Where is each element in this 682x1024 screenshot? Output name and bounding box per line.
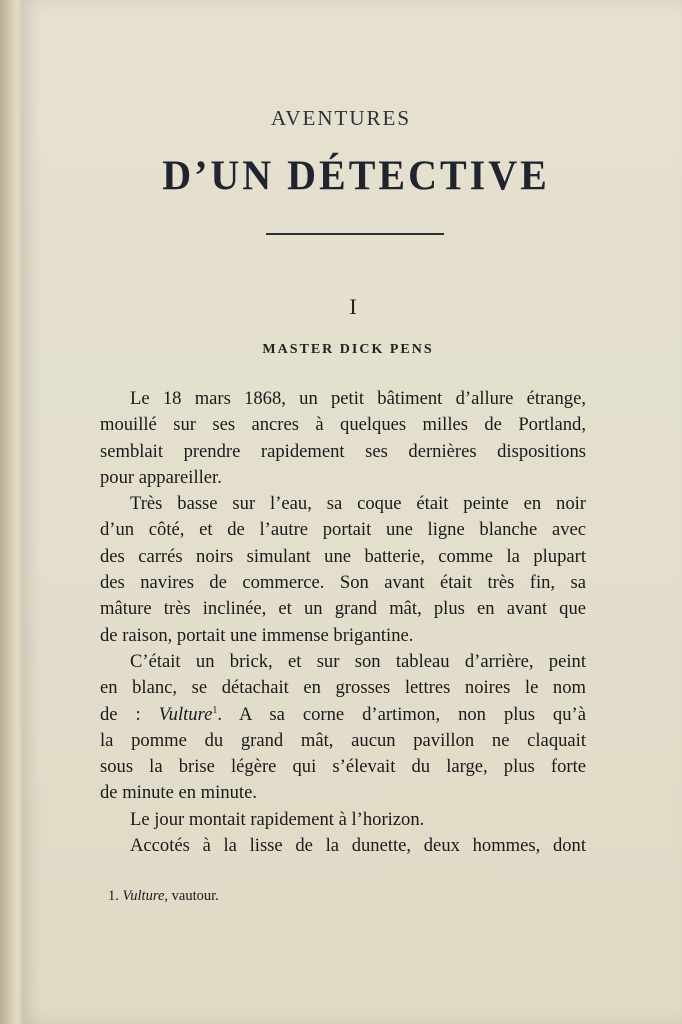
text-line: en blanc, se détachait en grosses lettres noires le nom — [100, 677, 586, 699]
text-line: Accotés à la lisse de la dunette, deux hommes, dont — [130, 835, 586, 857]
footnote-number: 1. — [108, 888, 119, 904]
text-line: mouillé sur ses ancres à quelques milles de Portland, — [100, 414, 586, 436]
text-line: Le jour montait rapidement à l’horizon. — [130, 808, 425, 830]
text-line: C’était un brick, et sur son tableau d’arrière, peint — [130, 650, 586, 672]
note-reference: 1 — [212, 704, 218, 716]
footnote — [108, 888, 219, 905]
text-line: pour appareiller. — [100, 466, 222, 488]
text-line: des navires de commerce. Son avant était très fin, sa — [100, 572, 586, 594]
chapter-number: I — [349, 294, 357, 319]
text-line-with-note — [100, 702, 586, 728]
text-line: Le 18 mars 1868, un petit bâtiment d’allure étrange, — [130, 388, 586, 409]
text-line: de raison, portait une immense brigantine. — [100, 624, 414, 646]
text-line: de minute en minute. — [100, 782, 257, 804]
text-line: d’un côté, et de l’autre portait une ligne blanche avec — [100, 519, 586, 541]
text-line: Très basse sur l’eau, sa coque était peinte en noir — [130, 493, 586, 515]
text-line: sous la brise légère qui s’élevait du large, plus forte — [100, 756, 586, 778]
text-line: la pomme du grand mât, aucun pavillon ne claquait — [100, 729, 586, 751]
chapter-title: MASTER DICK PENS — [262, 342, 434, 357]
text-line: semblait prendre rapidement ses dernières dispositions — [100, 440, 586, 462]
italic-term: Vulture — [158, 703, 213, 725]
supertitle: AVENTURES — [270, 106, 412, 130]
book-title: D’UN DÉTECTIVE — [162, 151, 550, 200]
text-line: des carrés noirs simulant une batterie, comme la plupart — [100, 545, 586, 567]
footnote-definition: vautour. — [171, 888, 219, 904]
body-text — [100, 386, 586, 859]
title-rule — [266, 233, 444, 235]
footnote-term: Vulture, — [122, 888, 169, 904]
text-line: mâture très inclinée, et un grand mât, plus en avant que — [100, 598, 586, 620]
text-fragment: de : — [100, 703, 141, 725]
text-fragment: . A sa corne d’artimon, non plus qu’à — [217, 703, 586, 725]
